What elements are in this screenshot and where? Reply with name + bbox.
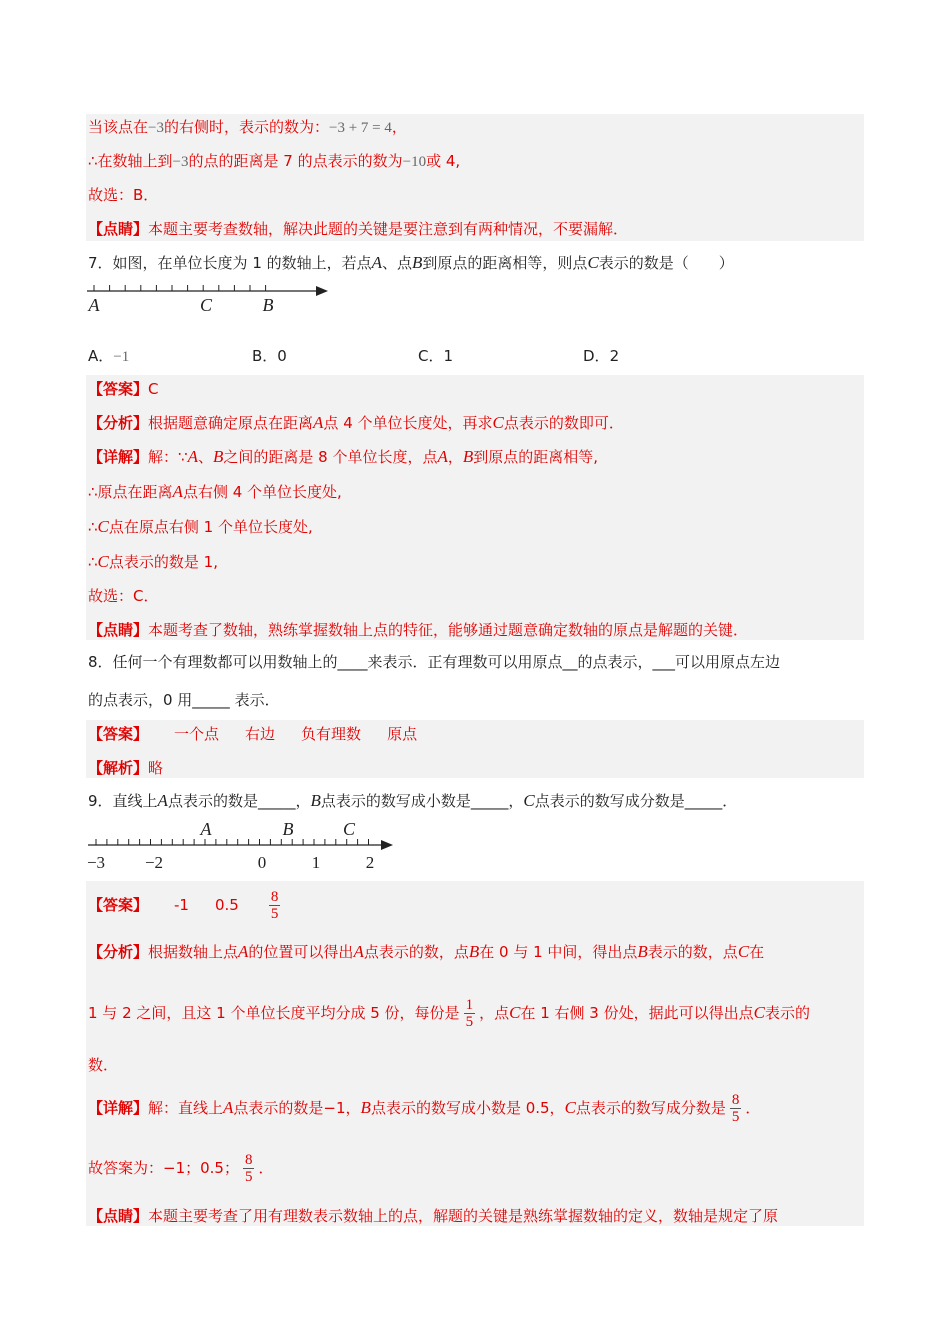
q9-answer-fraction: $\frac{8}{5}$ [270, 889, 279, 922]
q6-line-3: 故选：B． [88, 186, 159, 204]
q7-analysis: 【分析】根据题意确定原点在距离A点 4 个单位长度处，再求C点表示的数即可． [88, 413, 624, 432]
q7-detail-3: ∴C点在原点右侧 1 个单位长度处, [88, 517, 313, 536]
q7-axis-arrow [316, 286, 328, 296]
q9-analysis-2: 1 与 2 之间，且这 1 个单位长度平均分成 5 份，每份是 $\frac{1}{5}$ ，点C在 1 右侧 3 份处，据此可以得出点C表示的 [88, 997, 810, 1030]
q9-detail-fraction: $\frac{8}{5}$ [731, 1092, 740, 1125]
q7-option-c[interactable]: C．1 [418, 347, 454, 365]
q7-detail-2: ∴原点在距离A点右侧 4 个单位长度处, [88, 482, 342, 501]
q9-ticks [96, 839, 369, 845]
q9-answer: 【答案】 -1 0.5 $\frac{8}{5}$ [88, 889, 279, 922]
q7-option-b[interactable]: B．0 [252, 347, 287, 365]
q9-final-fraction: $\frac{8}{5}$ [244, 1152, 253, 1185]
q9-tick-label-0: 0 [257, 853, 267, 872]
q7-label-a: A [88, 295, 100, 315]
q9-tick-label-2: 2 [365, 853, 375, 872]
q8-answer: 【答案】 一个点 右边 负有理数 原点 [88, 725, 418, 743]
q9-analysis-1: 【分析】根据数轴上点A的位置可以得出A点表示的数，点B在 0 与 1 中间，得出点B表示的数，点C在 [88, 942, 765, 961]
q9-stem: 9．直线上A点表示的数是_____，B点表示的数写成小数是_____，C点表示的数写成分数是_____． [88, 791, 738, 810]
q7-option-a[interactable]: A．−1 [88, 347, 130, 365]
q7-detail-4: ∴C点表示的数是 1, [88, 552, 218, 571]
q9-number-line [80, 818, 400, 874]
q9-tick-label-1: 1 [311, 853, 321, 872]
q7-label-c: C [199, 295, 213, 315]
q7-stem: 7．如图，在单位长度为 1 的数轴上，若点A、点B到原点的距离相等，则点C表示的数是（ ） [88, 253, 734, 272]
q9-tick-label-neg3: −3 [86, 853, 106, 872]
q9-detail: 【详解】解：直线上A点表示的数是−1，B点表示的数写成小数是 0.5，C点表示的数写成分数是 $\frac{8}{5}$ ． [88, 1092, 761, 1125]
q7-comment: 【点睛】本题考查了数轴，熟练掌握数轴上点的特征，能够通过题意确定数轴的原点是解题的关键． [88, 621, 749, 639]
q9-label-c: C [342, 819, 356, 839]
q7-answer: 【答案】C [88, 380, 159, 398]
q7-detail-5: 故选：C． [88, 587, 159, 605]
q8-stem-line-1: 8．任何一个有理数都可以用数轴上的____来表示．正有理数可以用原点__的点表示，___可以用原点左边 [88, 653, 781, 671]
q7-ticks [94, 285, 266, 291]
q9-tick-label-neg2: −2 [144, 853, 164, 872]
q9-final-answer: 故答案为：−1；0.5； $\frac{8}{5}$ ． [88, 1152, 274, 1185]
q6-line-2: ∴在数轴上到−3的点的距离是 7 的点表示的数为−10或 4, [88, 152, 461, 170]
q7-option-d[interactable]: D．2 [583, 347, 620, 365]
q7-detail-1: 【详解】解：∵A、B之间的距离是 8 个单位长度，点A，B到原点的距离相等, [88, 447, 599, 466]
q8-analysis: 【解析】略 [88, 759, 164, 777]
q7-number-line [80, 280, 340, 320]
q9-analysis-3: 数． [88, 1056, 119, 1074]
q9-label-b: B [282, 819, 294, 839]
q9-comment: 【点睛】本题主要考查了用有理数表示数轴上的点，解题的关键是熟练掌握数轴的定义，数轴是规定了原 [88, 1207, 779, 1225]
q9-analysis-fraction: $\frac{1}{5}$ [465, 997, 474, 1030]
q6-comment: 【点睛】本题主要考查数轴，解决此题的关键是要注意到有两种情况，不要漏解． [88, 220, 629, 238]
q7-label-b: B [262, 295, 274, 315]
q6-line-1: 当该点在−3的右侧时，表示的数为：−3 + 7 = 4， [88, 118, 407, 136]
q8-stem-line-2: 的点表示，0 用_____ 表示． [88, 691, 280, 709]
q9-axis-arrow [381, 840, 393, 850]
q9-label-a: A [200, 819, 212, 839]
